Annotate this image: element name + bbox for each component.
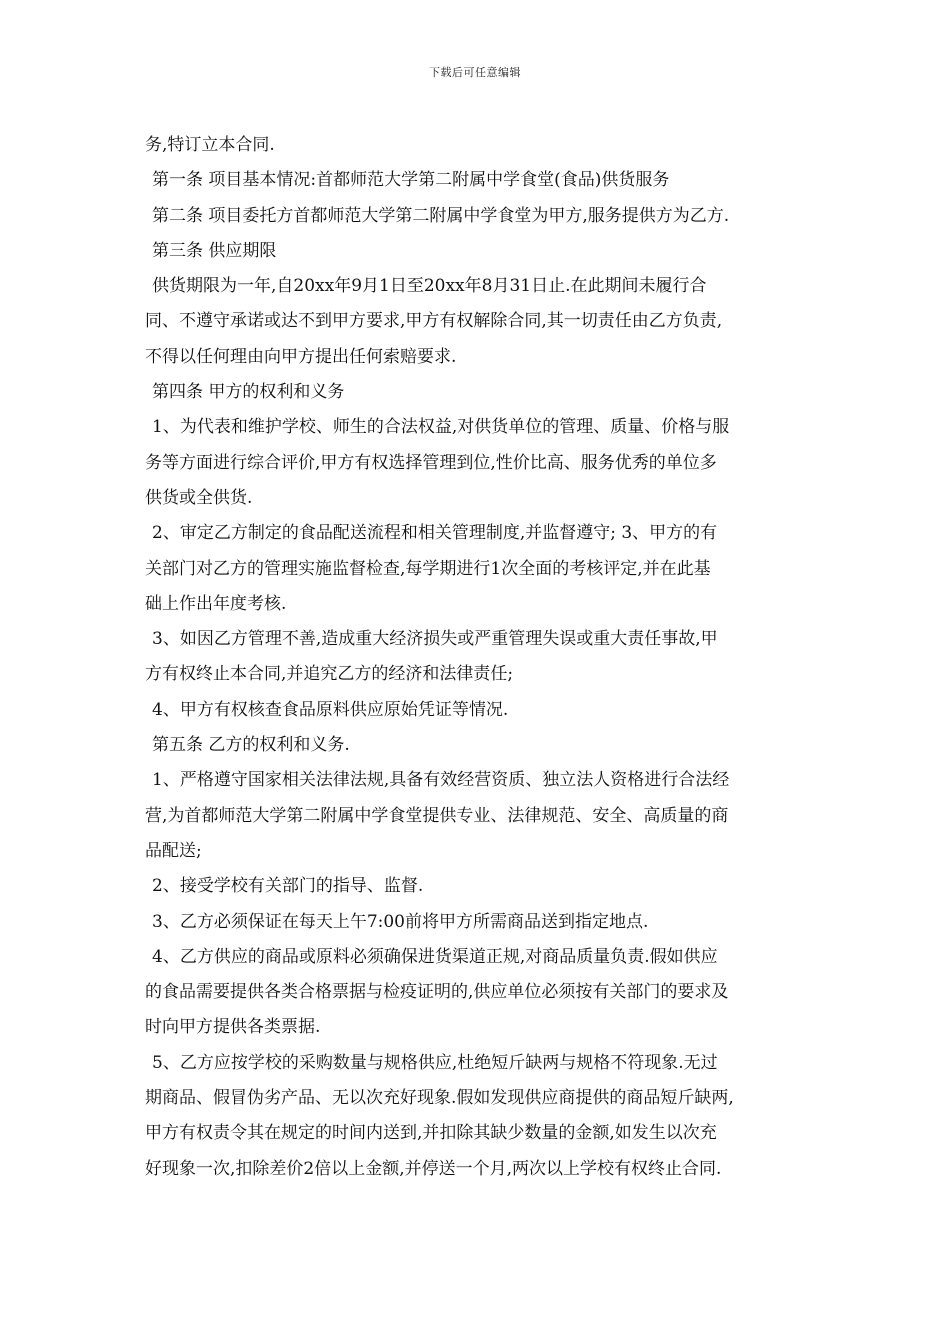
text-line: 4、甲方有权核查食品原料供应原始凭证等情况. xyxy=(152,699,509,720)
text-line: 同、不遵守承诺或达不到甲方要求,甲方有权解除合同,其一切责任由乙方负责, xyxy=(145,311,723,332)
text-line: 3、如因乙方管理不善,造成重大经济损失或严重管理失误或重大责任事故,甲 xyxy=(152,629,718,650)
text-line: 品配送; xyxy=(145,840,202,861)
text-line: 础上作出年度考核. xyxy=(145,593,287,614)
text-line: 务等方面进行综合评价,甲方有权选择管理到位,性价比高、服务优秀的单位多 xyxy=(145,452,717,473)
text-line: 第四条 甲方的权利和义务 xyxy=(152,382,345,403)
text-line: 第二条 项目委托方首都师范大学第二附属中学食堂为甲方,服务提供方为乙方. xyxy=(152,205,730,226)
text-line: 务,特订立本合同. xyxy=(145,135,275,155)
text-line: 1、为代表和维护学校、师生的合法权益,对供货单位的管理、质量、价格与服 xyxy=(152,417,730,438)
text-line: 2、接受学校有关部门的指导、监督. xyxy=(152,876,424,897)
page-header: 下载后可任意编辑 xyxy=(429,66,521,79)
text-line: 好现象一次,扣除差价2倍以上金额,并停送一个月,两次以上学校有权终止合同. xyxy=(145,1158,722,1179)
text-line: 5、乙方应按学校的采购数量与规格供应,杜绝短斤缺两与规格不符现象.无过 xyxy=(152,1052,718,1073)
text-line: 期商品、假冒伪劣产品、无以次充好现象.假如发现供应商提供的商品短斤缺两, xyxy=(145,1088,734,1109)
text-line: 的食品需要提供各类合格票据与检疫证明的,供应单位必须按有关部门的要求及 xyxy=(145,982,729,1003)
text-line: 关部门对乙方的管理实施监督检查,每学期进行1次全面的考核评定,并在此基 xyxy=(145,558,711,579)
text-line: 不得以任何理由向甲方提出任何索赔要求. xyxy=(145,346,457,367)
text-line: 1、严格遵守国家相关法律法规,具备有效经营资质、独立法人资格进行合法经 xyxy=(152,770,730,791)
text-line: 供货或全供货. xyxy=(145,487,253,508)
text-line: 方有权终止本合同,并追究乙方的经济和法律责任; xyxy=(145,664,514,685)
text-line: 第五条 乙方的权利和义务. xyxy=(152,735,350,756)
text-line: 甲方有权责令其在规定的时间内送到,并扣除其缺少数量的金额,如发生以次充 xyxy=(145,1123,717,1144)
text-line: 营,为首都师范大学第二附属中学食堂提供专业、法律规范、安全、高质量的商 xyxy=(145,805,729,826)
text-line: 第一条 项目基本情况:首都师范大学第二附属中学食堂(食品)供货服务 xyxy=(152,170,670,191)
text-line: 2、审定乙方制定的食品配送流程和相关管理制度,并监督遵守; 3、甲方的有 xyxy=(152,523,718,544)
text-line: 时向甲方提供各类票据. xyxy=(145,1017,321,1038)
text-line: 供货期限为一年,自20xx年9月1日至20xx年8月31日止.在此期间未履行合 xyxy=(152,276,707,297)
text-line: 4、乙方供应的商品或原料必须确保进货渠道正规,对商品质量负责.假如供应 xyxy=(152,946,718,967)
document-body xyxy=(145,128,815,1187)
text-line: 第三条 供应期限 xyxy=(152,240,277,261)
text-line: 3、乙方必须保证在每天上午7:00前将甲方所需商品送到指定地点. xyxy=(152,911,649,932)
